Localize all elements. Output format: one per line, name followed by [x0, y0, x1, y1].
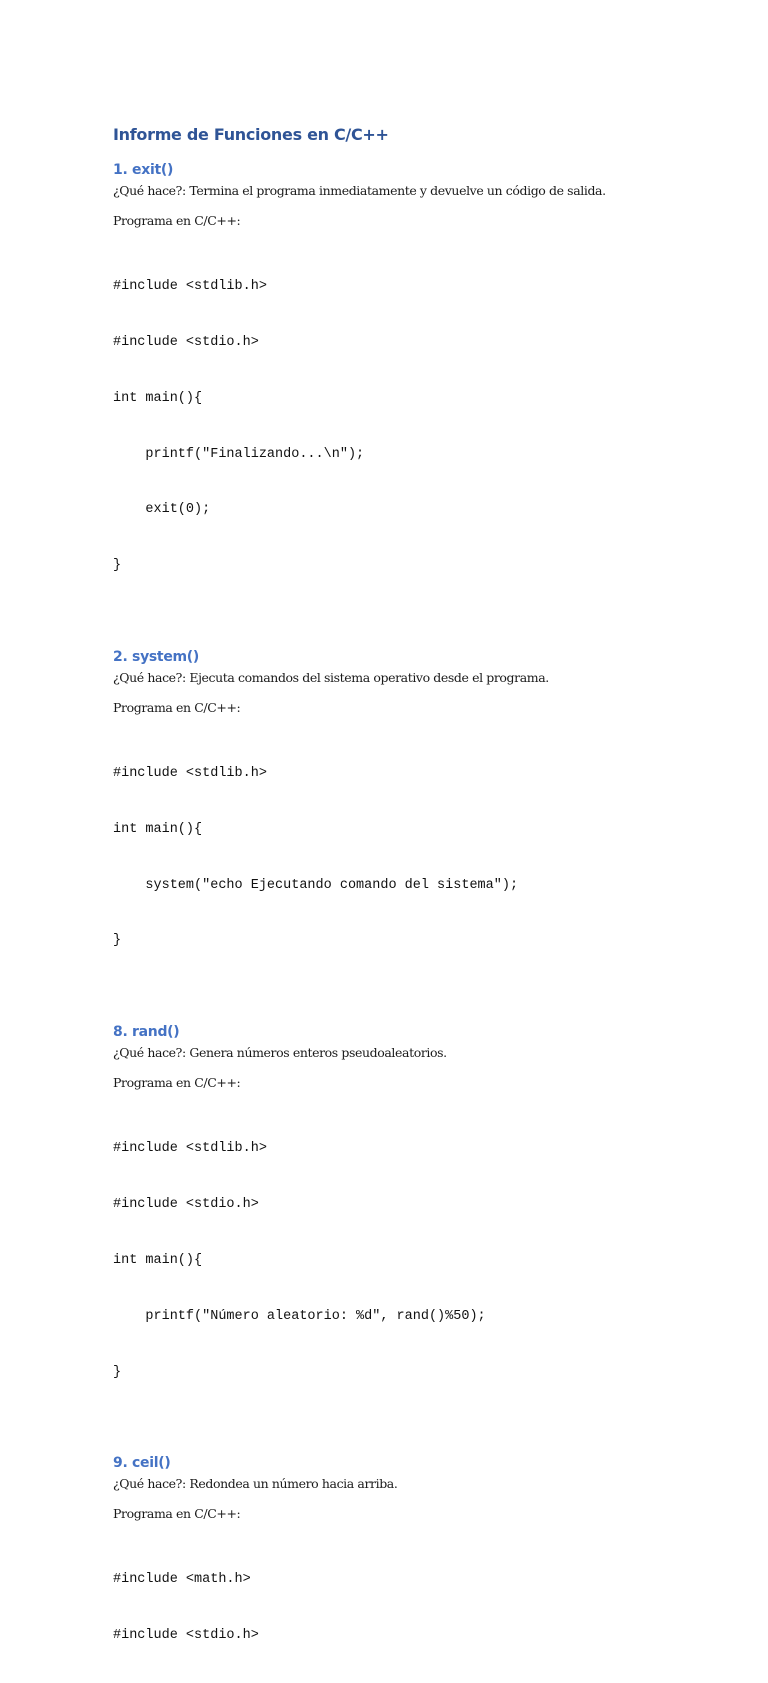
program-label: Programa en C/C++:: [113, 1506, 241, 1522]
code-line: }: [113, 1364, 122, 1380]
code-line: #include <stdlib.h>: [113, 1141, 267, 1157]
code-block: [113, 241, 713, 613]
section-description: ¿Qué hace?: Redondea un número hacia arriba.: [113, 1476, 398, 1492]
code-line: #include <stdlib.h>: [113, 766, 267, 782]
code-block: [113, 728, 713, 988]
section-heading: 1. exit(): [113, 162, 174, 178]
code-line: #include <stdio.h>: [113, 334, 259, 350]
document-title: Informe de Funciones en C/C++: [113, 125, 389, 144]
code-line: int main(){: [113, 1252, 203, 1268]
section-description: ¿Qué hace?: Genera números enteros pseudoaleatorios.: [113, 1045, 447, 1061]
code-line: printf("Número aleatorio: %d", rand()%50);: [113, 1308, 486, 1324]
code-line: }: [113, 933, 122, 949]
section-heading: 8. rand(): [113, 1024, 180, 1041]
section-exit: [113, 160, 713, 613]
code-line: }: [113, 558, 122, 574]
program-label: Programa en C/C++:: [113, 1075, 241, 1091]
code-block: [113, 1534, 713, 1683]
document-page: [113, 124, 713, 1683]
section-description: ¿Qué hace?: Ejecuta comandos del sistema operativo desde el programa.: [113, 669, 549, 685]
code-block: [113, 1103, 713, 1419]
code-line: #include <math.h>: [113, 1572, 251, 1588]
code-line: printf("Finalizando...\n");: [113, 446, 365, 462]
section-heading: 2. system(): [113, 648, 199, 665]
section-rand: [113, 1022, 713, 1419]
section-heading: 9. ceil(): [113, 1455, 171, 1472]
code-line: system("echo Ejecutando comando del sistema");: [113, 877, 519, 893]
code-line: exit(0);: [113, 502, 211, 518]
code-line: #include <stdlib.h>: [113, 279, 267, 295]
section-ceil: [113, 1453, 713, 1683]
code-line: int main(){: [113, 390, 203, 406]
program-label: Programa en C/C++:: [113, 213, 241, 228]
program-label: Programa en C/C++:: [113, 699, 241, 715]
code-line: #include <stdio.h>: [113, 1197, 259, 1213]
section-description: ¿Qué hace?: Termina el programa inmediatamente y devuelve un código de salida.: [113, 183, 606, 198]
code-line: #include <stdio.h>: [113, 1628, 259, 1644]
section-system: [113, 647, 713, 988]
code-line: int main(){: [113, 821, 203, 837]
